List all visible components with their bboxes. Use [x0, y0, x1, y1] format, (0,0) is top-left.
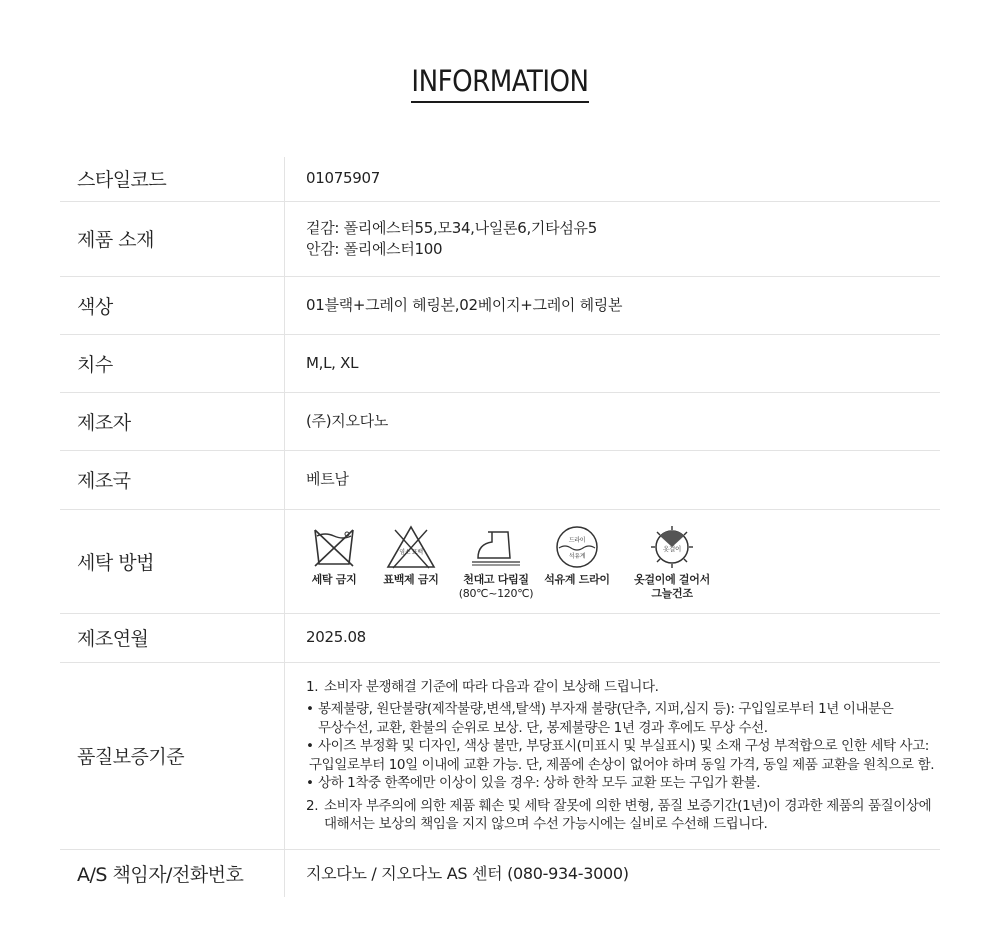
quality-item-1 [306, 678, 940, 697]
row-washing [60, 509, 940, 613]
iron-label-temp: (80℃~120℃) [458, 586, 534, 600]
iron-cloth-icon [470, 524, 522, 570]
no-bleach-label: 표백제 금지 [383, 572, 439, 586]
quality-text [306, 678, 940, 834]
care-icons [306, 522, 940, 601]
care-item-no-bleach [376, 524, 446, 587]
no-wash-icon [311, 524, 357, 570]
quality-bullet-1-mark: • [306, 701, 314, 717]
quality-bullet-1 [306, 700, 940, 737]
care-item-hang-dry [624, 524, 720, 601]
care-item-no-wash [306, 524, 362, 587]
quality-item-1-num: 1. [306, 678, 319, 695]
country-label: 제조국 [60, 450, 285, 509]
hang-dry-label-main: 옷걸이에 걸어서 [634, 572, 710, 586]
product-info-table [60, 157, 940, 897]
dry-clean-petroleum-icon [553, 524, 601, 570]
row-color [60, 276, 940, 334]
iron-label-main: 천대고 다림질 [463, 572, 529, 586]
iron-label [459, 573, 534, 601]
quality-item-1-text: 소비자 분쟁해결 기준에 따라 다음과 같이 보상해 드립니다. [324, 678, 659, 695]
date-label: 제조연월 [60, 613, 285, 662]
quality-bullet-1-line-2: 무상수선, 교환, 환불의 순위로 보상. 단, 봉제불량은 1년 경과 후에도 무상 수선. [318, 719, 768, 736]
row-material [60, 201, 940, 276]
washing-value [285, 509, 941, 613]
quality-bullet-2-mark: • [306, 738, 314, 754]
size-value: M,L, XL [306, 353, 359, 372]
dry-clean-inner-bottom: 석유계 [568, 552, 586, 560]
quality-value [285, 662, 941, 849]
as-label: A/S 책임자/전화번호 [60, 849, 285, 897]
no-bleach-inner-text: 염소 표백 [399, 548, 423, 556]
row-style-code [60, 157, 940, 201]
material-value [285, 201, 941, 276]
color-value: 01블랙+그레이 헤링본,02베이지+그레이 헤링본 [306, 295, 623, 314]
dry-clean-label: 석유계 드라이 [544, 572, 610, 586]
quality-bullet-3-mark: • [306, 775, 314, 791]
maker-value: (주)지오다노 [306, 411, 389, 430]
page-title [0, 62, 1000, 103]
quality-label: 품질보증기준 [60, 662, 285, 849]
quality-item-2-line-1: 소비자 부주의에 의한 제품 훼손 및 세탁 잘못에 의한 변형, 품질 보증기간(1년)이 경과한 제품의 품질이상에 [324, 797, 932, 814]
row-maker [60, 392, 940, 450]
hang-dry-shade-icon [648, 524, 696, 570]
as-value: 지오다노 / 지오다노 AS 센터 (080-934-3000) [306, 863, 629, 883]
quality-bullet-3 [306, 774, 940, 793]
material-label: 제품 소재 [60, 201, 285, 276]
color-label: 색상 [60, 276, 285, 334]
hang-dry-inner-text: 옷걸이 [663, 544, 681, 553]
country-value: 베트남 [306, 470, 349, 488]
row-country [60, 450, 940, 509]
care-item-iron [456, 524, 536, 601]
hang-dry-label [634, 573, 710, 601]
row-quality [60, 662, 940, 849]
quality-item-2 [306, 797, 940, 834]
no-wash-label: 세탁 금지 [311, 572, 357, 586]
dry-clean-inner-top: 드라이 [568, 536, 586, 544]
row-date [60, 613, 940, 662]
quality-item-2-line-2: 대해서는 보상의 책임을 지지 않으며 수선 가능시에는 실비로 수선해 드립니다. [324, 816, 768, 832]
quality-item-2-num: 2. [306, 797, 319, 814]
material-lining: 안감: 폴리에스터100 [306, 239, 443, 258]
care-item-dry-clean [540, 524, 614, 587]
hang-dry-label-sub: 그늘건조 [651, 586, 693, 600]
size-label: 치수 [60, 334, 285, 392]
material-outer: 겉감: 폴리에스터55,모34,나일론6,기타섬유5 [306, 218, 597, 237]
maker-label: 제조자 [60, 392, 285, 450]
quality-bullet-1-line-1: 봉제불량, 원단불량(제작불량,변색,탈색) 부자재 불량(단추, 지퍼,심지 등): 구입일로부터 1년 이내분은 [318, 701, 894, 717]
quality-bullet-2-line-1: 사이즈 부정확 및 디자인, 색상 불만, 부당표시(미표시 및 부실표시) 및 소재 구성 부적합으로 인한 세탁 사고: [318, 738, 929, 754]
washing-label: 세탁 방법 [60, 509, 285, 613]
row-size [60, 334, 940, 392]
style-code-value: 01075907 [306, 169, 380, 188]
date-value: 2025.08 [306, 628, 366, 646]
quality-bullet-2-line-2: 구입일로부터 10일 이내에 교환 가능. 단, 제품에 손상이 없어야 하며 동일 가격, 동일 제품 교환을 원칙으로 함. [309, 756, 935, 773]
style-code-label: 스타일코드 [60, 157, 285, 201]
page-title-text: INFORMATION [411, 62, 588, 103]
quality-bullet-2 [306, 737, 940, 774]
quality-bullet-3-text: 상하 1착중 한쪽에만 이상이 있을 경우: 상하 한착 모두 교환 또는 구입가 환불. [318, 775, 761, 791]
row-as [60, 849, 940, 897]
no-bleach-icon [385, 524, 437, 570]
